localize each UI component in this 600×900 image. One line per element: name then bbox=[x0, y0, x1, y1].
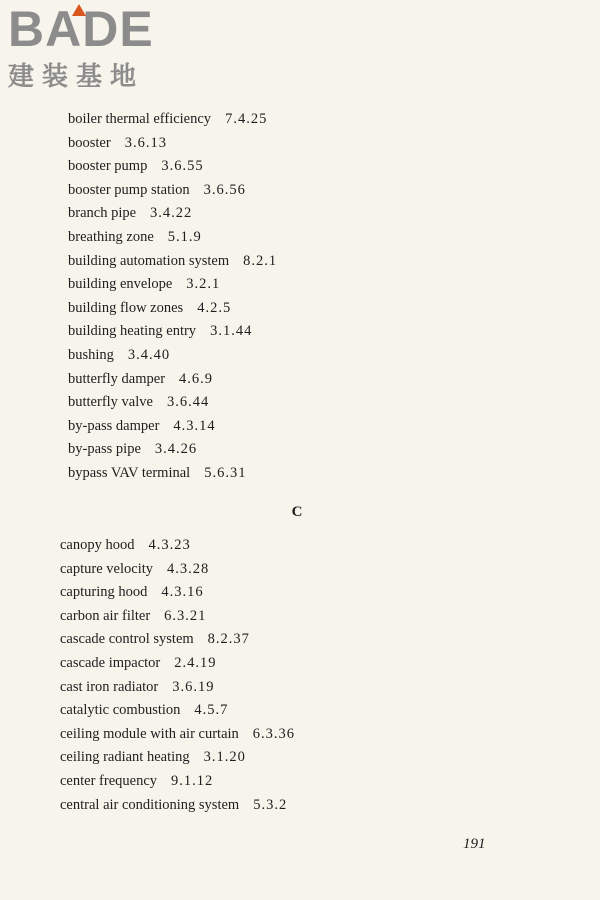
index-term: breathing zone bbox=[68, 228, 154, 245]
index-entry bbox=[68, 155, 548, 179]
index-term: bushing bbox=[68, 346, 114, 363]
index-term: carbon air filter bbox=[60, 607, 151, 624]
index-entry bbox=[68, 320, 548, 344]
index-term: ceiling module with air curtain bbox=[60, 725, 239, 742]
index-term: canopy hood bbox=[60, 537, 135, 553]
index-entry bbox=[60, 581, 540, 605]
index-term: building heating entry bbox=[68, 323, 197, 340]
index-reference: 3.6.19 bbox=[172, 678, 215, 695]
index-reference: 7.4.25 bbox=[225, 111, 268, 127]
index-term: booster pump bbox=[68, 158, 148, 175]
index-reference: 4.3.16 bbox=[161, 584, 204, 601]
index-reference: 5.3.2 bbox=[253, 796, 288, 813]
logo-brand-text: BADE bbox=[8, 1, 154, 57]
index-entry bbox=[68, 250, 548, 274]
index-term: booster pump station bbox=[68, 181, 190, 198]
index-reference: 3.4.22 bbox=[150, 205, 193, 222]
logo-subtitle: 建装基地 bbox=[8, 62, 145, 92]
index-reference: 3.4.26 bbox=[154, 441, 198, 458]
index-term: building automation system bbox=[68, 252, 230, 269]
index-section-c bbox=[60, 534, 540, 817]
index-term: bypass VAV terminal bbox=[68, 464, 191, 481]
index-term: catalytic combustion bbox=[60, 702, 181, 719]
index-reference: 5.6.31 bbox=[204, 464, 247, 481]
index-term: by-pass damper bbox=[68, 417, 160, 434]
index-reference: 3.6.55 bbox=[161, 158, 204, 175]
index-reference: 6.3.36 bbox=[252, 725, 296, 742]
index-entry bbox=[68, 368, 548, 392]
index-entry bbox=[68, 391, 548, 415]
index-term: capturing hood bbox=[60, 584, 148, 601]
logo-wordmark bbox=[8, 1, 154, 57]
index-reference: 9.1.12 bbox=[171, 772, 214, 789]
index-reference: 3.6.56 bbox=[203, 181, 246, 198]
index-reference: 2.4.19 bbox=[174, 654, 217, 671]
index-reference: 8.2.1 bbox=[243, 252, 278, 269]
index-entry bbox=[60, 558, 540, 582]
index-entry bbox=[68, 415, 548, 439]
index-term: cascade control system bbox=[60, 631, 194, 648]
index-entry bbox=[60, 699, 540, 723]
index-reference: 8.2.37 bbox=[207, 631, 250, 648]
index-reference: 4.5.7 bbox=[194, 702, 229, 719]
index-term: central air conditioning system bbox=[60, 796, 240, 813]
index-term: ceiling radiant heating bbox=[60, 749, 190, 766]
index-reference: 4.3.28 bbox=[167, 560, 210, 577]
index-entry bbox=[60, 676, 540, 700]
index-term: center frequency bbox=[60, 772, 158, 789]
index-entry bbox=[60, 605, 540, 629]
index-entry bbox=[60, 628, 540, 652]
index-entry bbox=[60, 723, 540, 747]
index-reference: 3.6.13 bbox=[124, 134, 167, 151]
index-section-b bbox=[68, 108, 548, 486]
index-entry bbox=[68, 344, 548, 368]
index-term: by-pass pipe bbox=[68, 441, 141, 458]
index-entry bbox=[60, 794, 540, 818]
index-entry bbox=[68, 297, 548, 321]
index-term: capture velocity bbox=[60, 560, 153, 577]
index-entry bbox=[68, 226, 548, 250]
index-reference: 4.2.5 bbox=[197, 299, 232, 316]
index-entry bbox=[60, 770, 540, 794]
index-reference: 3.1.44 bbox=[210, 323, 253, 340]
index-entry bbox=[68, 132, 548, 156]
index-entry bbox=[68, 438, 548, 462]
index-term: branch pipe bbox=[68, 205, 137, 222]
index-term: booster bbox=[68, 134, 111, 151]
index-entry bbox=[60, 534, 540, 558]
brand-logo bbox=[8, 1, 154, 93]
index-entry bbox=[68, 202, 548, 226]
logo-accent-icon bbox=[72, 4, 86, 16]
index-reference: 3.2.1 bbox=[186, 276, 221, 293]
index-reference: 3.4.40 bbox=[127, 346, 171, 363]
index-reference: 4.3.23 bbox=[148, 537, 191, 553]
index-term: butterfly damper bbox=[68, 370, 166, 387]
index-entry bbox=[60, 652, 540, 676]
index-reference: 3.1.20 bbox=[203, 749, 246, 766]
index-reference: 4.3.14 bbox=[173, 417, 216, 434]
index-reference: 6.3.21 bbox=[164, 607, 207, 624]
index-term: butterfly valve bbox=[68, 394, 153, 411]
index-reference: 3.6.44 bbox=[166, 394, 210, 411]
section-heading-c: C bbox=[291, 504, 303, 520]
index-term: boiler thermal efficiency bbox=[68, 111, 212, 127]
index-entry bbox=[68, 273, 548, 297]
index-term: cascade impactor bbox=[60, 654, 161, 671]
index-entry bbox=[68, 179, 548, 203]
index-reference: 5.1.9 bbox=[167, 228, 202, 245]
index-entry bbox=[68, 462, 548, 486]
page-number: 191 bbox=[463, 836, 486, 852]
index-reference: 4.6.9 bbox=[179, 370, 214, 387]
index-term: building flow zones bbox=[68, 299, 184, 316]
index-entry bbox=[60, 746, 540, 770]
index-entry bbox=[68, 108, 548, 132]
index-term: cast iron radiator bbox=[60, 678, 159, 695]
index-term: building envelope bbox=[68, 276, 173, 293]
